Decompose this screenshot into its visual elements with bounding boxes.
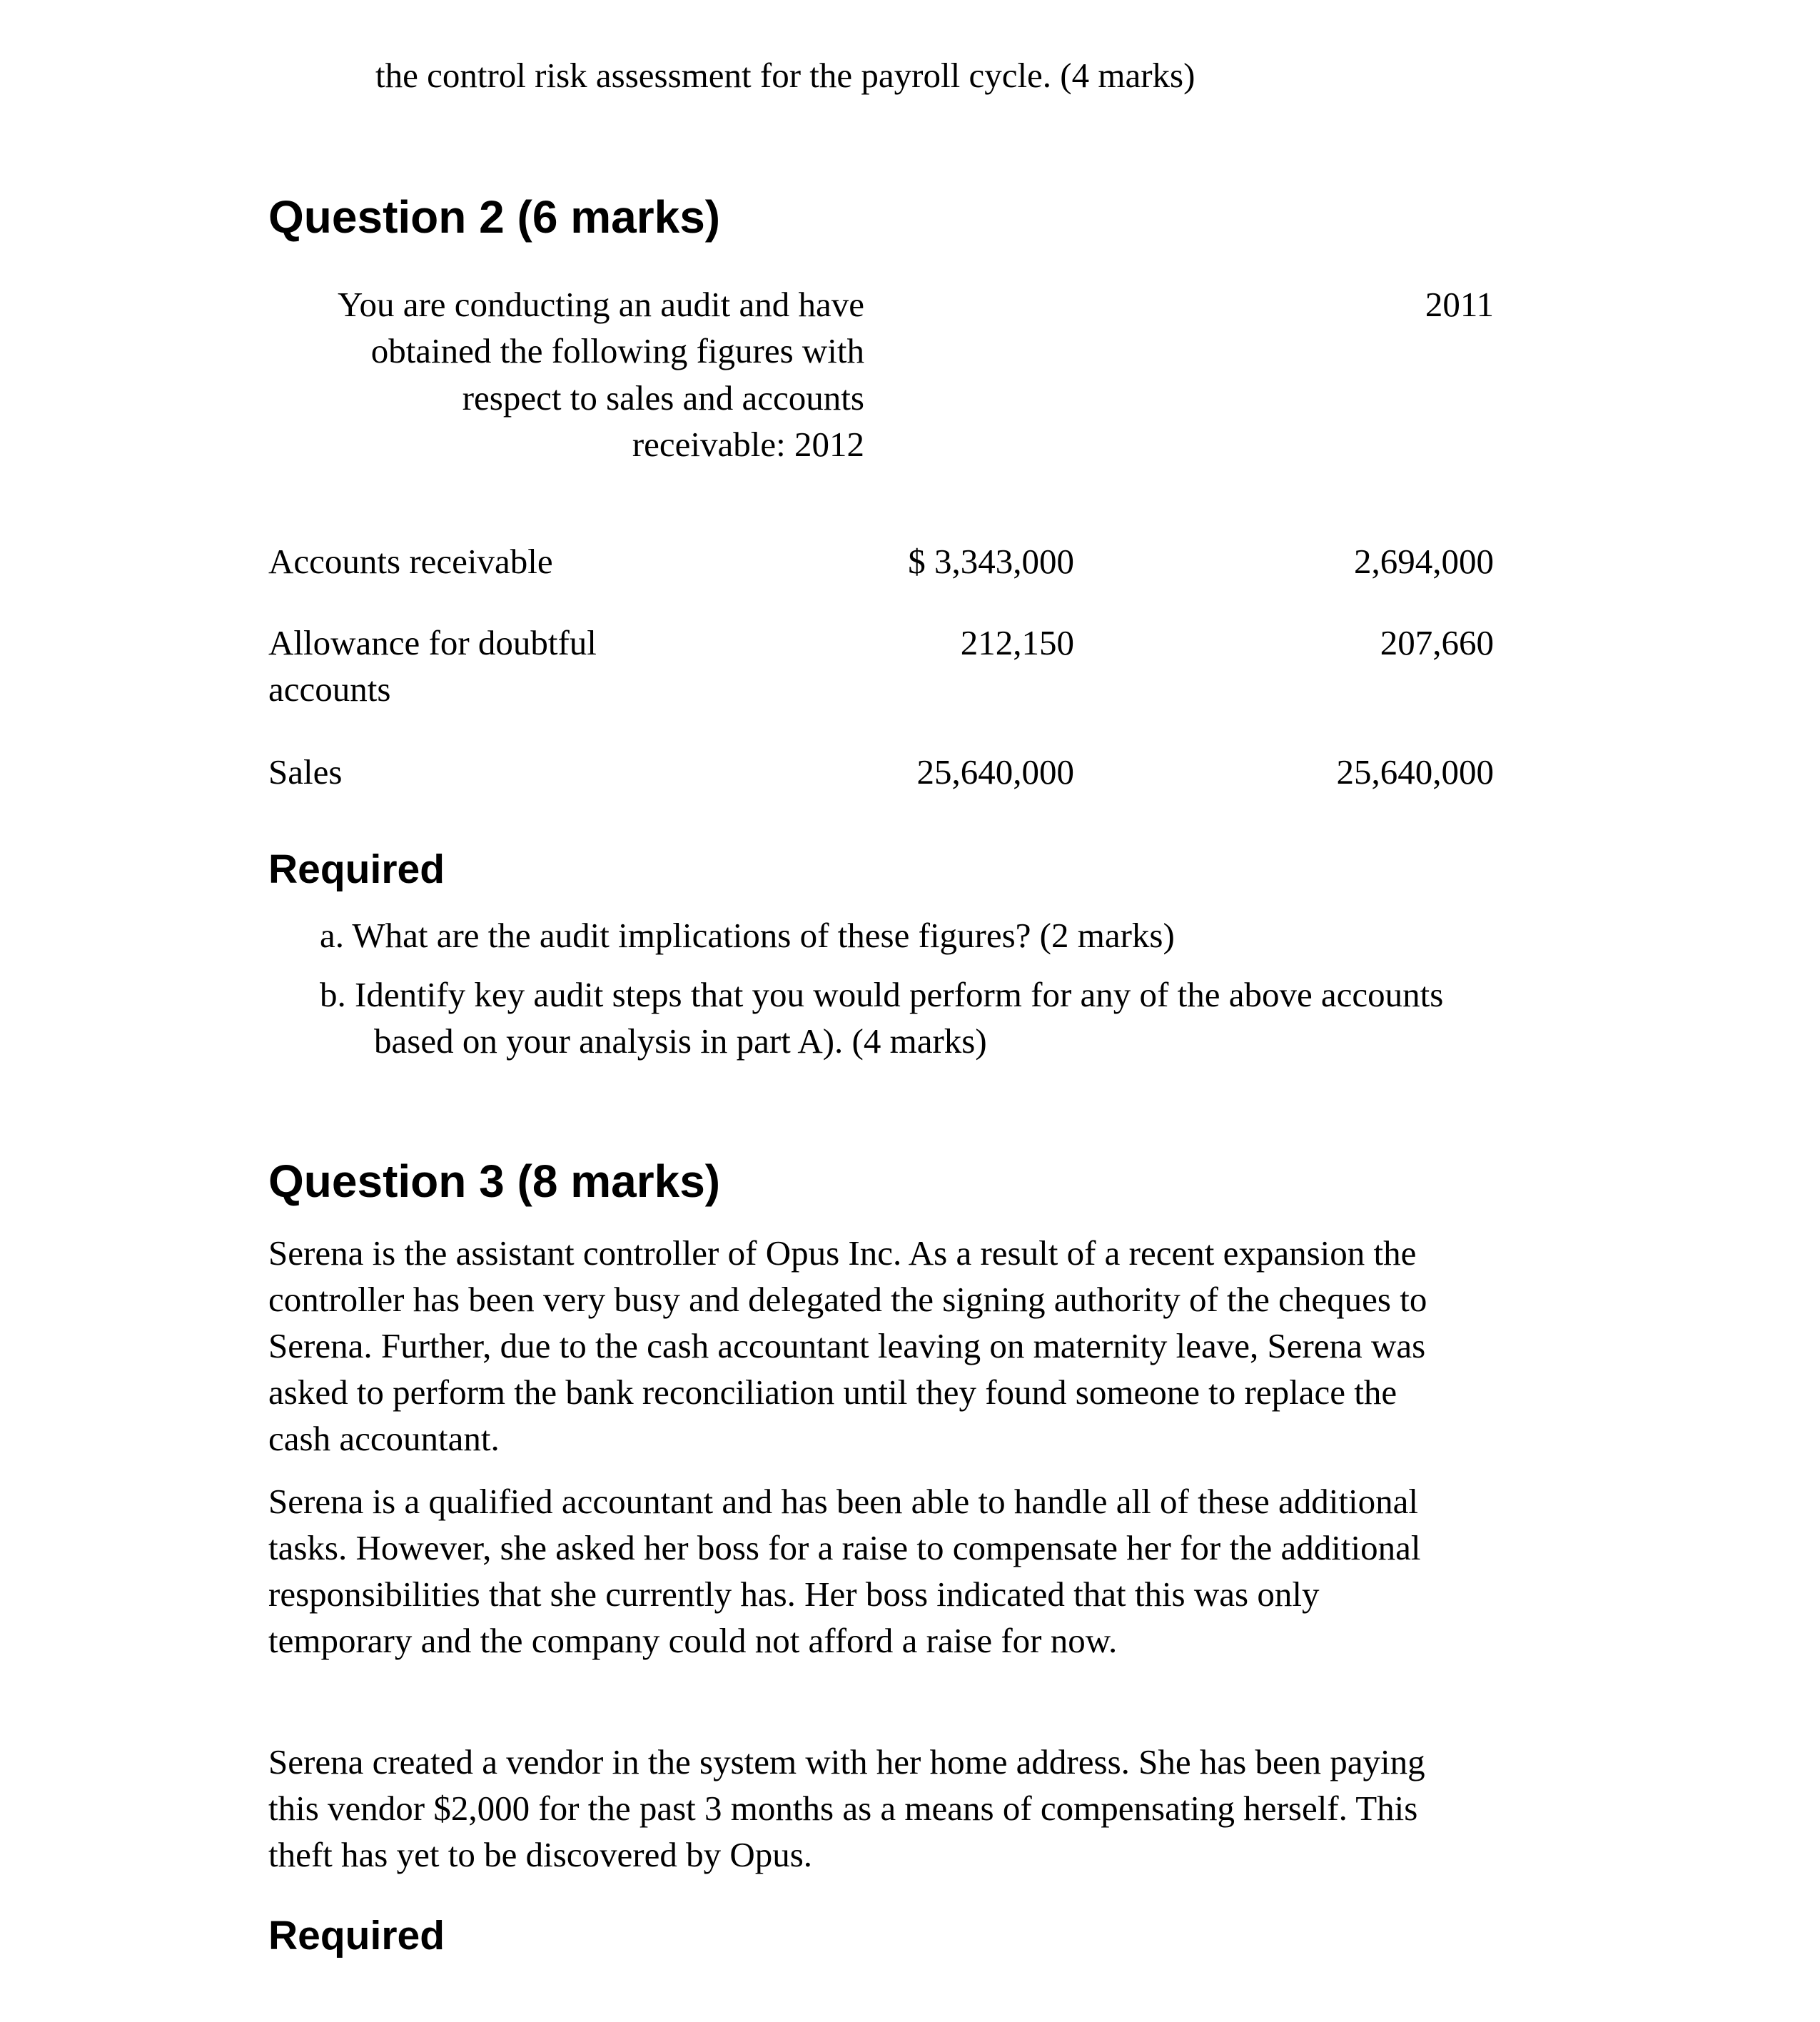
value-2011: 2,694,000 [1354, 542, 1494, 581]
text-line: asked to perform the bank reconciliation until they found someone to replace the [268, 1373, 1397, 1412]
value-2011: 207,660 [1380, 623, 1494, 662]
text-line: controller has been very busy and delegated the signing authority of the cheques to [268, 1280, 1427, 1319]
value-2012: 25,640,000 [916, 752, 1074, 792]
required-heading: Required [268, 846, 445, 892]
column-header-2011: 2011 [1425, 285, 1494, 324]
intro-line: receivable: 2012 [632, 425, 864, 464]
text-line: Serena. Further, due to the cash accountant leaving on maternity leave, Serena was [268, 1326, 1426, 1365]
text-line: Serena is a qualified accountant and has been able to handle all of these additional [268, 1482, 1418, 1521]
row-label: Allowance for doubtful [268, 623, 597, 662]
text-line: Serena created a vendor in the system with her home address. She has been paying [268, 1742, 1425, 1781]
row-label: Accounts receivable [268, 542, 553, 581]
text-line: responsibilities that she currently has. Her boss indicated that this was only [268, 1574, 1320, 1614]
intro-line: respect to sales and accounts [462, 378, 864, 418]
intro-line: You are conducting an audit and have [338, 285, 864, 324]
question-2-heading: Question 2 (6 marks) [268, 191, 721, 243]
value-2011: 25,640,000 [1336, 752, 1494, 792]
required-heading: Required [268, 1913, 445, 1958]
continued-question-text: the control risk assessment for the payroll cycle. (4 marks) [375, 56, 1195, 95]
text-line: tasks. However, she asked her boss for a raise to compensate her for the additional [268, 1528, 1421, 1567]
text-line: theft has yet to be discovered by Opus. [268, 1835, 813, 1874]
value-2012: 212,150 [960, 623, 1074, 662]
row-label: accounts [268, 669, 391, 709]
text-line: temporary and the company could not afford a raise for now. [268, 1621, 1118, 1660]
row-label: Sales [268, 752, 343, 792]
text-line: Serena is the assistant controller of Opus Inc. As a result of a recent expansion the [268, 1233, 1417, 1273]
required-item-b: b. Identify key audit steps that you would perform for any of the above accounts [320, 975, 1444, 1014]
intro-line: obtained the following figures with [370, 331, 864, 370]
required-item-a: a. What are the audit implications of these figures? (2 marks) [320, 916, 1175, 955]
value-2012: $ 3,343,000 [908, 542, 1074, 581]
question-3-heading: Question 3 (8 marks) [268, 1156, 721, 1207]
text-line: this vendor $2,000 for the past 3 months as a means of compensating herself. This [268, 1789, 1418, 1828]
text-line: cash accountant. [268, 1419, 500, 1458]
required-item-b-cont: based on your analysis in part A). (4 marks) [374, 1021, 987, 1061]
